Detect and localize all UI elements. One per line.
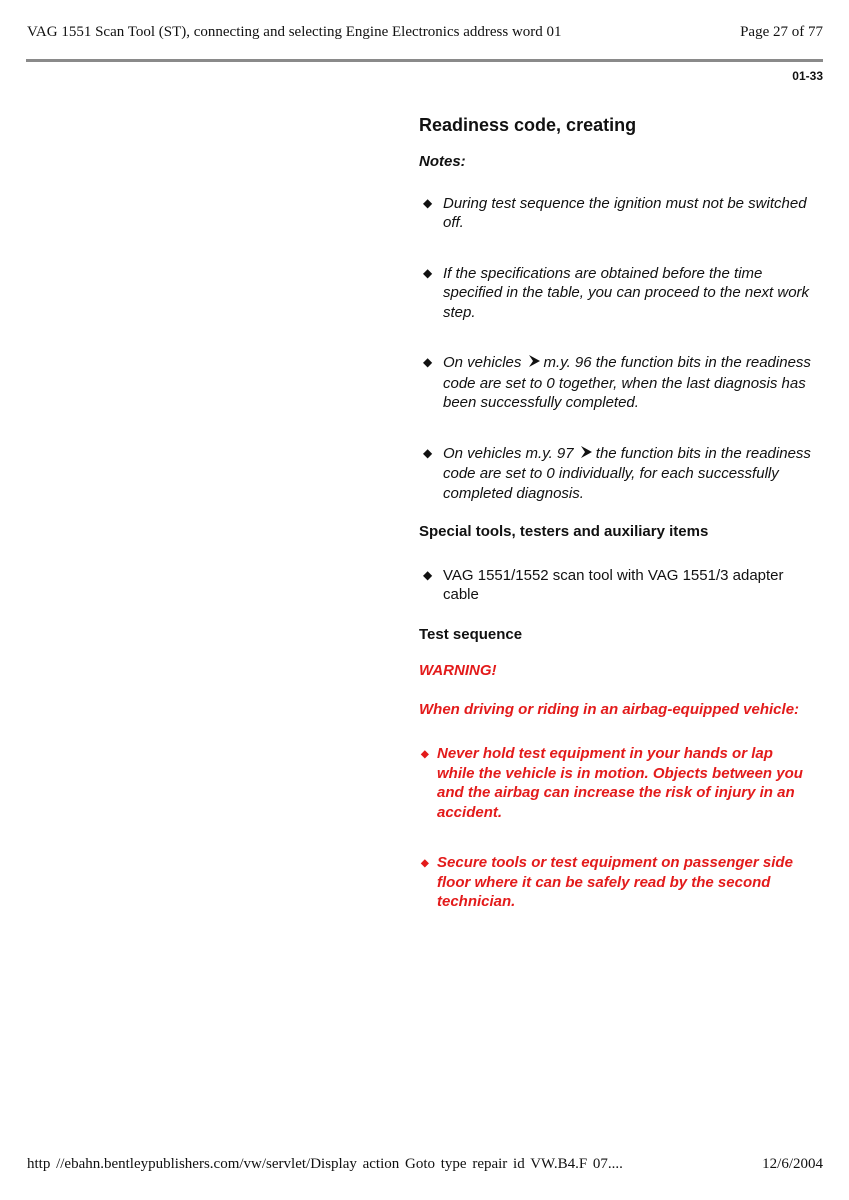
list-item — [419, 566, 814, 605]
page-code: 01-33 — [792, 69, 823, 83]
note-text: the function bits in the readiness code are set to 0 individually, for each successfully completed diagnosis. — [443, 444, 811, 502]
header-divider — [26, 59, 823, 62]
diamond-bullet-icon: ◆ — [423, 445, 433, 460]
tools-list — [419, 566, 814, 605]
warning-text: Secure tools or test equipment on passenger side floor where it can be safely read by the second technician. — [437, 854, 793, 910]
diamond-bullet-icon: ◆ — [423, 567, 433, 582]
footer-url: http //ebahn.bentleypublishers.com/vw/servlet/Display action Goto type repair id VW.B4.F 07.... — [27, 1156, 623, 1172]
header-title: VAG 1551 Scan Tool (ST), connecting and selecting Engine Electronics address word 01 — [27, 24, 562, 40]
list-item — [419, 853, 814, 912]
list-item — [419, 744, 814, 822]
footer-date: 12/6/2004 — [762, 1156, 823, 1172]
note-text: On vehicles — [443, 354, 522, 371]
main-content — [419, 114, 814, 943]
warning-text: Never hold test equipment in your hands or lap while the vehicle is in motion. Objects between you and the airbag can increase the risk of injury in an accident. — [437, 745, 803, 821]
diamond-bullet-icon: ◆ — [423, 265, 433, 280]
tool-text: VAG 1551/1552 scan tool with VAG 1551/3 adapter cable — [443, 566, 784, 603]
warning-intro: When driving or riding in an airbag-equipped vehicle: — [419, 700, 800, 718]
list-item — [419, 194, 814, 233]
diamond-bullet-icon: ◆ — [421, 749, 429, 760]
chevron-right-icon — [528, 354, 541, 374]
page-number: Page 27 of 77 — [740, 24, 823, 40]
test-sequence-heading: Test sequence — [419, 625, 523, 643]
diamond-bullet-icon: ◆ — [423, 195, 433, 210]
tools-heading: Special tools, testers and auxiliary items — [419, 523, 709, 540]
notes-label: Notes: — [419, 153, 466, 170]
list-item — [419, 264, 814, 323]
notes-list — [419, 194, 814, 504]
list-item — [419, 444, 814, 504]
diamond-bullet-icon: ◆ — [421, 858, 429, 869]
warning-list — [419, 744, 814, 912]
section-title: Readiness code, creating — [419, 115, 637, 135]
note-text: If the specifications are obtained before the time specified in the table, you can proceed to the next work step. — [443, 264, 810, 321]
chevron-right-icon — [580, 445, 593, 465]
diamond-bullet-icon: ◆ — [423, 355, 433, 369]
note-text: On vehicles m.y. 97 — [443, 444, 574, 462]
list-item — [419, 353, 814, 413]
note-text: m.y. 96 the function bits in the readiness code are set to 0 together, when the last diagnosis has been successfully completed. — [443, 354, 811, 411]
warning-title: WARNING! — [419, 662, 497, 679]
note-text: During test sequence the ignition must not be switched off. — [443, 194, 807, 231]
